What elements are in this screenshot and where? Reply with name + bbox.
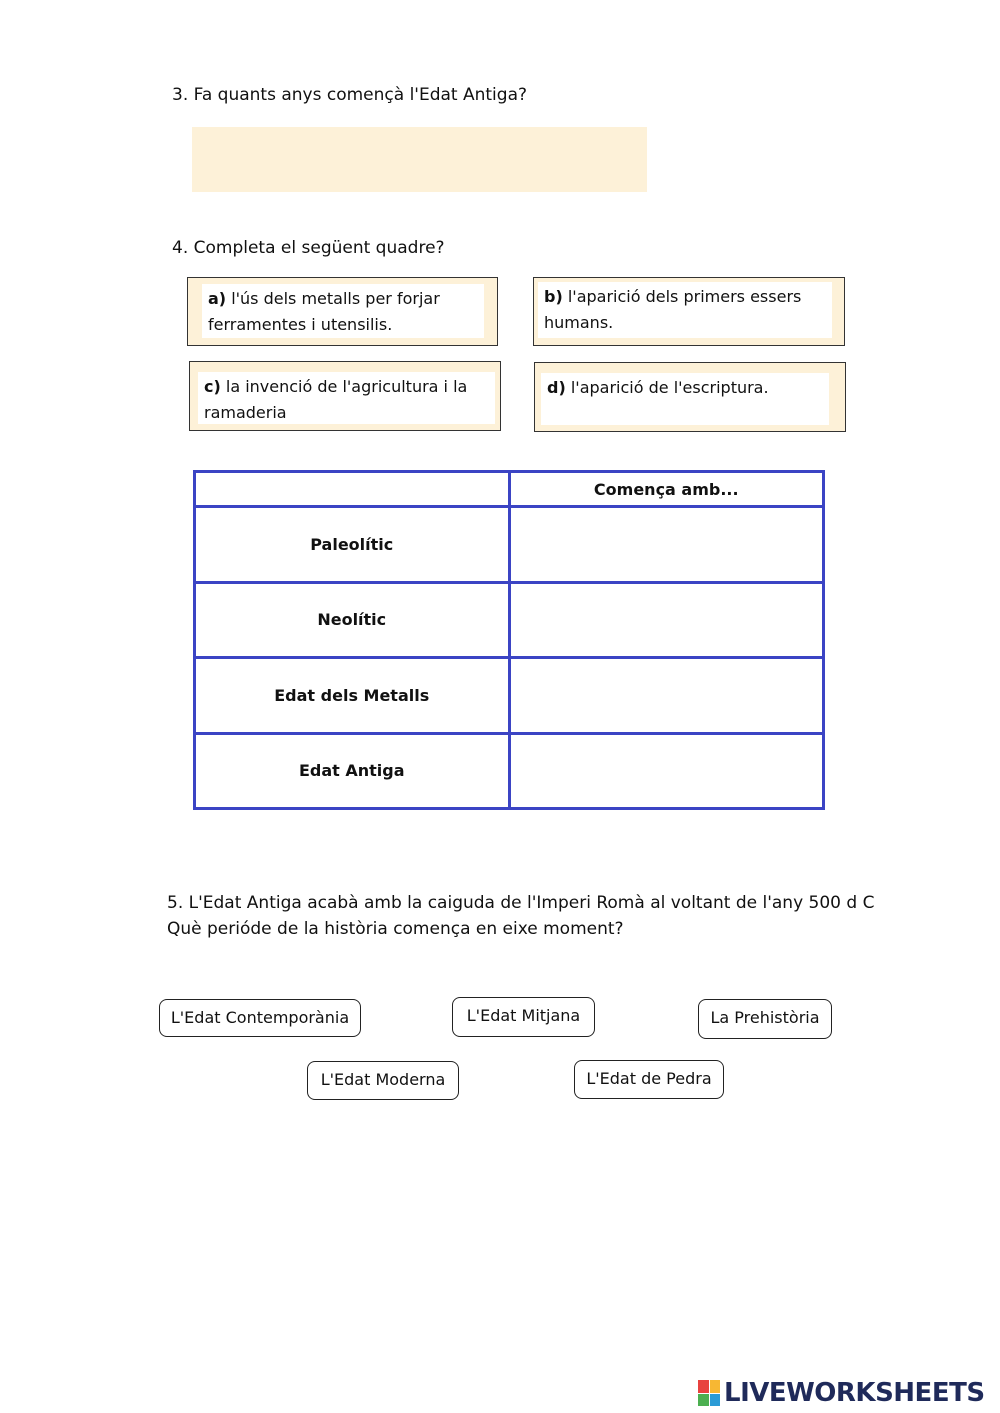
choice-edat-de-pedra[interactable]: L'Edat de Pedra — [574, 1060, 724, 1099]
table-row — [195, 507, 824, 583]
option-d-line1: l'aparició de l'escriptura. — [565, 378, 769, 397]
option-b-line1: l'aparició dels primers essers — [562, 287, 802, 306]
liveworksheets-logo — [698, 1375, 985, 1411]
option-c-line1: la invenció de l'agricultura i la — [220, 377, 468, 396]
choice-edat-contemporania[interactable]: L'Edat Contemporània — [159, 999, 361, 1037]
choice-edat-moderna[interactable]: L'Edat Moderna — [307, 1061, 459, 1100]
question-4-text: 4. Completa el següent quadre? — [172, 238, 445, 258]
option-c-line2: ramaderia — [204, 403, 287, 422]
logo-square-red — [698, 1380, 709, 1393]
option-card-a[interactable] — [187, 277, 498, 346]
question-3-text: 3. Fa quants anys començà l'Edat Antiga? — [172, 85, 528, 105]
option-d-text — [541, 373, 829, 425]
choice-prehistoria[interactable]: La Prehistòria — [698, 999, 832, 1039]
table-header-row — [195, 472, 824, 507]
period-answer-drop-zone[interactable] — [509, 658, 824, 734]
period-label: Edat Antiga — [195, 733, 510, 809]
choice-edat-mitjana[interactable]: L'Edat Mitjana — [452, 997, 595, 1037]
option-d-letter: d) — [547, 378, 566, 397]
option-a-letter: a) — [208, 289, 227, 308]
option-b-letter: b) — [544, 287, 563, 306]
table-row — [195, 658, 824, 734]
logo-square-yellow — [710, 1380, 721, 1393]
period-answer-drop-zone[interactable] — [509, 582, 824, 658]
option-c-text — [198, 372, 495, 424]
option-card-d[interactable] — [534, 362, 846, 432]
period-label: Edat dels Metalls — [195, 658, 510, 734]
question-5-text-line2: Què periόde de la història comença en eixe moment? — [167, 919, 624, 939]
period-label: Neolític — [195, 582, 510, 658]
table-header-begins-with: Comença amb... — [509, 472, 824, 507]
logo-square-blue — [710, 1394, 721, 1407]
periods-table — [193, 470, 825, 810]
option-card-b[interactable] — [533, 277, 845, 346]
option-a-line2: ferramentes i utensilis. — [208, 315, 393, 334]
option-a-line1: l'ús dels metalls per forjar — [226, 289, 440, 308]
question-3-answer-field[interactable] — [192, 127, 647, 192]
logo-square-green — [698, 1394, 709, 1407]
table-row — [195, 733, 824, 809]
option-c-letter: c) — [204, 377, 221, 396]
option-a-text — [202, 284, 484, 338]
option-b-line2: humans. — [544, 313, 614, 332]
liveworksheets-wordmark: LIVEWORKSHEETS — [724, 1378, 985, 1408]
period-label: Paleolític — [195, 507, 510, 583]
option-card-c[interactable] — [189, 361, 501, 431]
period-answer-drop-zone[interactable] — [509, 507, 824, 583]
liveworksheets-mark-icon — [698, 1380, 720, 1406]
option-b-text — [538, 282, 832, 338]
table-header-empty — [195, 472, 510, 507]
period-answer-drop-zone[interactable] — [509, 733, 824, 809]
question-5-text-line1: 5. L'Edat Antiga acabà amb la caiguda de l'Imperi Romà al voltant de l'any 500 d C — [167, 893, 875, 913]
table-row — [195, 582, 824, 658]
